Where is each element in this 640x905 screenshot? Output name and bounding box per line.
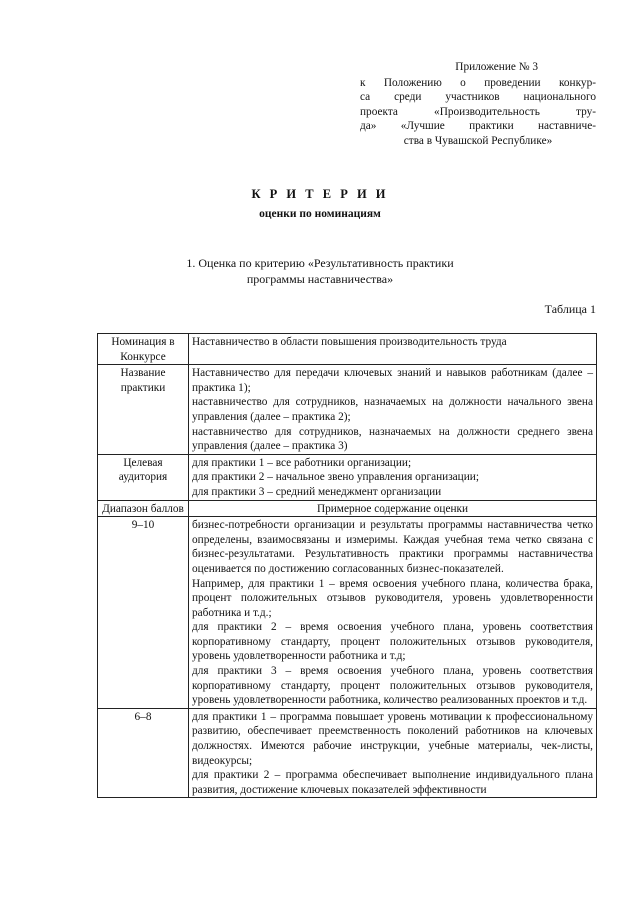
nomination-value: Наставничество в области повышения производительность труда: [189, 334, 597, 365]
audience-item: для практики 3 – средний менеджмент организации: [192, 485, 442, 498]
document-title: К Р И Т Е Р И И: [251, 187, 389, 201]
description-paragraph: бизнес-потребности организации и результаты программы наставничества четко определены, взаимосвязаны и измеримы. Каждая учебная тема четко связана с бизнес-результатами. Результативность практики программы наставничества оценивается по достижению согласованных бизнес-показателей.: [192, 519, 593, 575]
criterion-heading-line: 1. Оценка по критерию «Результативность практики: [186, 256, 454, 270]
score-range: 9–10: [98, 517, 189, 709]
audience-value: [189, 454, 597, 500]
appendix-line: к Положению о проведении конкур-: [360, 76, 596, 89]
practice-item: наставничество для сотрудников, назначаемых на должности среднего звена управления (далее – практика 3): [192, 425, 593, 453]
description-paragraph: для практики 2 – время освоения учебного плана, уровень соответствия корпоративному стандарту, процент положительных отзывов руководителя, уровень удовлетворенности работника и т.д;: [192, 621, 593, 663]
audience-label: Целевая аудитория: [98, 454, 189, 500]
table-label: Таблица 1: [544, 302, 596, 316]
practice-label: Название практики: [98, 365, 189, 455]
criteria-table: [97, 333, 597, 798]
description-paragraph: Например, для практики 1 – время освоения учебного плана, количества брака, процент положительных отзывов руководителя, уровень удовлетворенности работника и т.д.;: [192, 577, 593, 619]
criterion-heading-line: программы наставничества»: [246, 271, 394, 286]
range-header: Диапазон баллов: [98, 500, 189, 517]
appendix-line: проекта «Производительность тру-: [360, 105, 596, 118]
description-paragraph: для практики 1 – программа повышает уровень мотивации к профессиональному развитию, обеспечивает преемственность поколений работников на ключевых должностях. Имеются рабочие инструкции, учебные материалы, чек-листы, видеокурсы;: [192, 710, 593, 767]
practice-item: Наставничество для передачи ключевых знаний и навыков работникам (далее – практика 1);: [192, 367, 593, 394]
appendix-block: [360, 60, 596, 148]
description-paragraph: для практики 3 – время освоения учебного плана, уровень соответствия корпоративному стандарту, процент положительных отзывов руководителя, уровень удовлетворенности работника, количество реализованных проектов и т.д.: [192, 665, 593, 707]
description-paragraph: для практики 2 – программа обеспечивает выполнение индивидуального плана развития, достижение ключевых показателей эффективности: [192, 769, 593, 796]
table-header-row: [98, 500, 597, 517]
document-subtitle: оценки по номинациям: [259, 208, 381, 220]
appendix-line: ства в Чувашской Республике»: [403, 134, 553, 147]
table-row-audience: [98, 454, 597, 500]
audience-item: для практики 2 – начальное звено управления организации;: [192, 471, 479, 484]
practice-item: наставничество для сотрудников, назначаемых на должности начального звена управления (далее – практика 2);: [192, 396, 593, 423]
appendix-line: да» «Лучшие практики наставниче-: [360, 120, 596, 132]
score-description: [189, 517, 597, 709]
score-description: [189, 708, 597, 798]
audience-item: для практики 1 – все работники организации;: [192, 456, 412, 469]
score-range: 6–8: [98, 708, 189, 798]
table-row: [98, 708, 597, 798]
table-row: [98, 517, 597, 709]
appendix-line: са среди участников национального: [360, 91, 596, 103]
content-header: Примерное содержание оценки: [189, 500, 597, 517]
table-row-nomination: [98, 334, 597, 365]
nomination-label: Номинация в Конкурсе: [98, 334, 189, 365]
appendix-number: Приложение № 3: [455, 61, 538, 73]
table-row-practice: [98, 365, 597, 455]
criterion-heading: [0, 256, 640, 287]
practice-value: [189, 365, 597, 455]
